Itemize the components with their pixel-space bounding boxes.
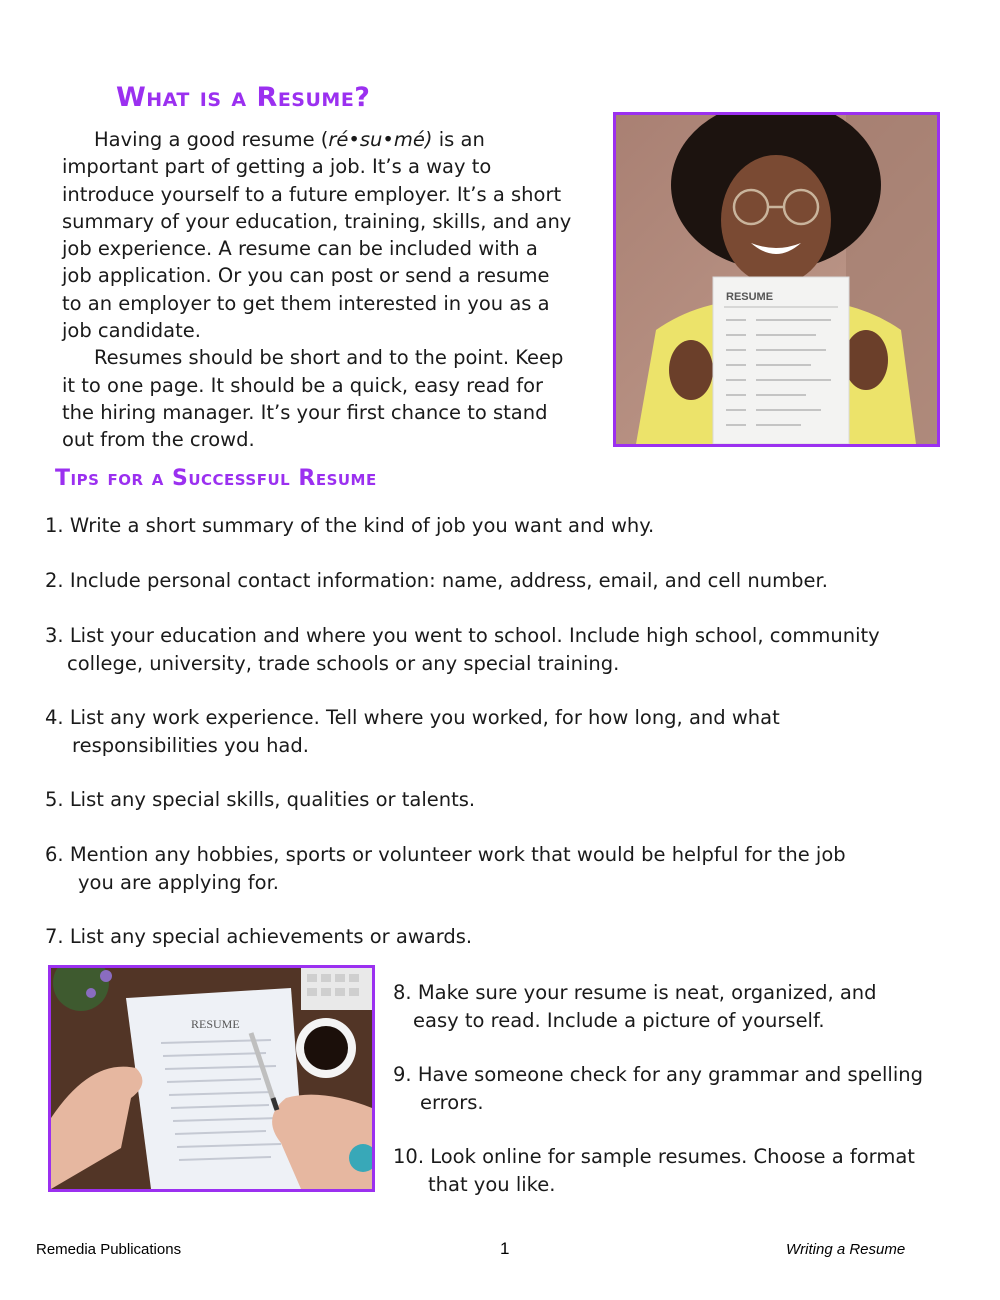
- woman-illustration: [616, 115, 937, 444]
- page-title: What is a Resume?: [116, 82, 371, 113]
- intro-paragraph-1: Having a good resume (ré•su•mé) is an important part of getting a job. It’s a way to introduce yourself to a future employer. It’s a short summary of your education, training, skills, and any job experience. A resume can be included with a job application. Or you can post or send a resume to an employer to get them interested in you as a job candidate.: [62, 128, 572, 343]
- tip-item-10: 10. Look online for sample resumes. Choose a format that you like.: [393, 1145, 915, 1196]
- tip-item-8: 8. Make sure your resume is neat, organized, and easy to read. Include a picture of yourself.: [393, 981, 877, 1032]
- footer-page-number: 1: [500, 1239, 510, 1258]
- footer-publisher: Remedia Publications: [36, 1241, 182, 1258]
- tip-item-1: 1. Write a short summary of the kind of job you want and why.: [45, 514, 655, 537]
- footer-book-title: Writing a Resume: [786, 1241, 906, 1258]
- tips-heading: Tips for a Successful Resume: [55, 466, 377, 491]
- photo2-resume-label: RESUME: [191, 1017, 240, 1031]
- intro-paragraph-2: Resumes should be short and to the point. Keep it to one page. It should be a quick, easy read for the hiring manager. It’s your first chance to stand out from the crowd.: [62, 346, 564, 452]
- tip-item-5: 5. List any special skills, qualities or talents.: [45, 788, 476, 811]
- photo1-resume-label: RESUME: [726, 291, 774, 303]
- tip-item-3: 3. List your education and where you went to school. Include high school, community college, university, trade schools or any special training.: [45, 624, 880, 675]
- pronunciation: ré•su•mé): [328, 128, 433, 151]
- tip-item-4: 4. List any work experience. Tell where you worked, for how long, and what responsibilities you had.: [45, 706, 780, 757]
- tip-item-2: 2. Include personal contact information: name, address, email, and cell number.: [45, 569, 828, 592]
- photo-woman-holding-resume: [613, 112, 940, 447]
- intro-text: [62, 126, 572, 454]
- tip-item-6: 6. Mention any hobbies, sports or volunteer work that would be helpful for the job you are applying for.: [45, 843, 846, 894]
- photo-hands-editing-resume: [48, 965, 375, 1192]
- tip-item-9: 9. Have someone check for any grammar and spelling errors.: [393, 1063, 923, 1114]
- desk-illustration: [51, 968, 372, 1189]
- tip-item-7: 7. List any special achievements or awards.: [45, 925, 473, 948]
